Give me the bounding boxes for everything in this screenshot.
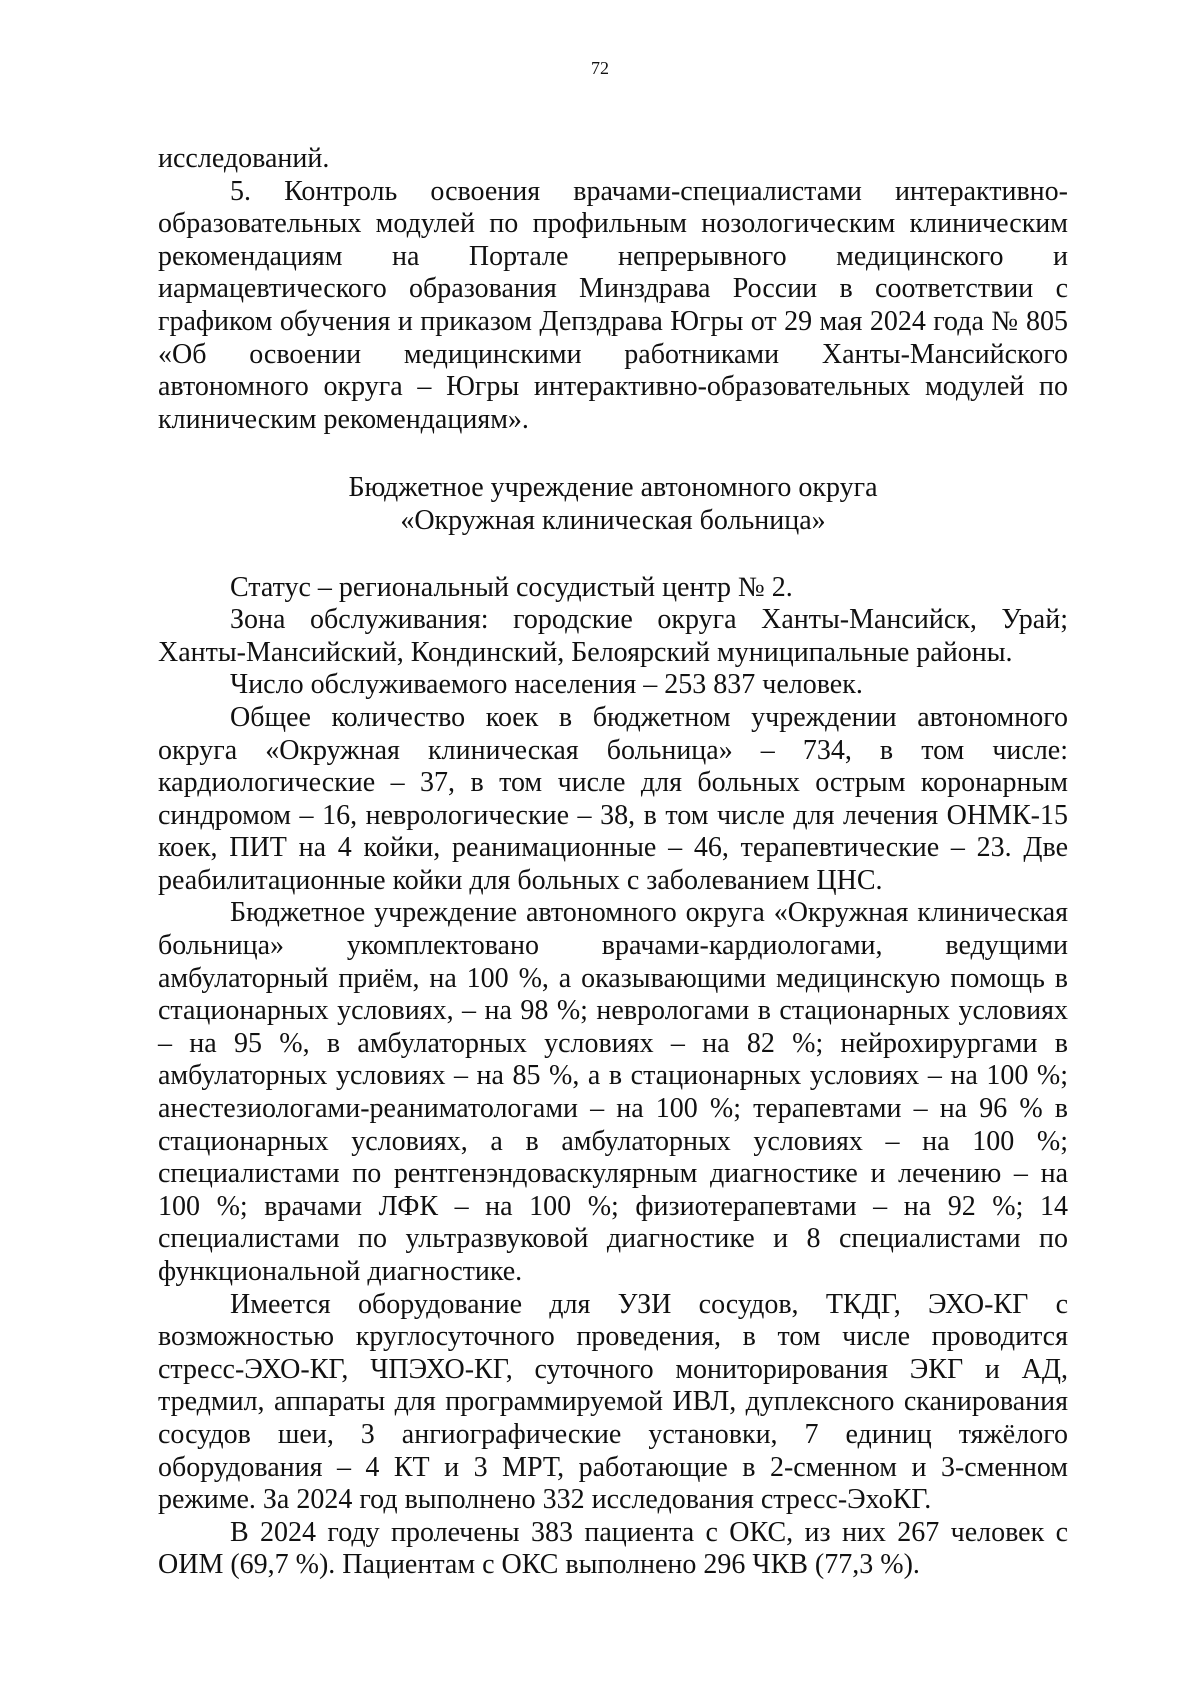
paragraph-item-5: 5. Контроль освоения врачами-специалистами интерактивно-образовательных модулей по профильным нозологическим клиническим рекомендациям на Портале непрерывного медицинского и иармацевтического образования Минздрава России в соответствии с графиком обучения и приказом Депздрава Югры от 29 мая 2024 года № 805 «Об освоении медицинскими работниками Ханты-Мансийского автономного округа – Югры интерактивно-образовательных модулей по клиническим рекомендациям». (158, 175, 1068, 435)
paragraph-equipment: Имеется оборудование для УЗИ сосудов, ТКДГ, ЭХО-КГ с возможностью круглосуточного проведения, в том числе проводится стресс-ЭХО-КГ, ЧПЭХО-КГ, суточного мониторирования ЭКГ и АД, тредмил, аппараты для программируемой ИВЛ, дуплексного сканирования сосудов шеи, 3 ангиографические установки, 7 единиц тяжёлого оборудования – 4 КТ и 3 МРТ, работающие в 2-сменном и 3-сменном режиме. За 2024 год выполнено 332 исследования стресс-ЭхоКГ. (158, 1288, 1068, 1516)
paragraph-population: Число обслуживаемого населения – 253 837 человек. (230, 669, 863, 701)
paragraph-status: Статус – региональный сосудистый центр № 2. (230, 571, 793, 603)
paragraph-continuation: исследований. (158, 143, 330, 174)
section-heading-line-1: Бюджетное учреждение автономного округа (348, 472, 878, 504)
paragraph-beds: Общее количество коек в бюджетном учреждении автономного округа «Окружная клиническая больница» – 734, в том числе: кардиологические – 37, в том числе для больных острым коронарным синдромом – 16, неврологические – 38, в том числе для лечения ОНМК-15 коек, ПИТ на 4 койки, реанимационные – 46, терапевтические – 23. Две реабилитационные койки для больных с заболеванием ЦНС. (158, 701, 1068, 896)
section-heading-line-2: «Окружная клиническая больница» (400, 504, 826, 536)
paragraph-staffing: Бюджетное учреждение автономного округа «Окружная клиническая больница» укомплектовано врачами-кардиологами, ведущими амбулаторный приём, на 100 %, а оказывающими медицинскую помощь в стационарных условиях, – на 98 %; неврологами в стационарных условиях – на 95 %, в амбулаторных условиях – на 82 %; нейрохирургами в амбулаторных условиях – на 85 %, а в стационарных условиях – на 100 %; анестезиологами-реаниматологами – на 100 %; терапевтами – на 96 % в стационарных условиях, а в амбулаторных условиях – на 100 %; специалистами по рентгенэндоваскулярным диагностике и лечению – на 100 %; врачами ЛФК – на 100 %; физиотерапевтами – на 92 %; 14 специалистами по ультразвуковой диагностике и 8 специалистами по функциональной диагностике. (158, 897, 1068, 1287)
document-body (158, 143, 1068, 1582)
spacer (158, 538, 1068, 572)
spacer (158, 436, 1068, 472)
page-number: 72 (591, 58, 609, 78)
paragraph-service-zone: Зона обслуживания: городские округа Ханты-Мансийск, Урай; Ханты-Мансийский, Кондинский, Белоярский муниципальные районы. (158, 604, 1068, 668)
paragraph-patients: В 2024 году пролечены 383 пациента с ОКС, из них 267 человек с ОИМ (69,7 %). Пациентам с ОКС выполнено 296 ЧКВ (77,3 %). (158, 1516, 1068, 1581)
